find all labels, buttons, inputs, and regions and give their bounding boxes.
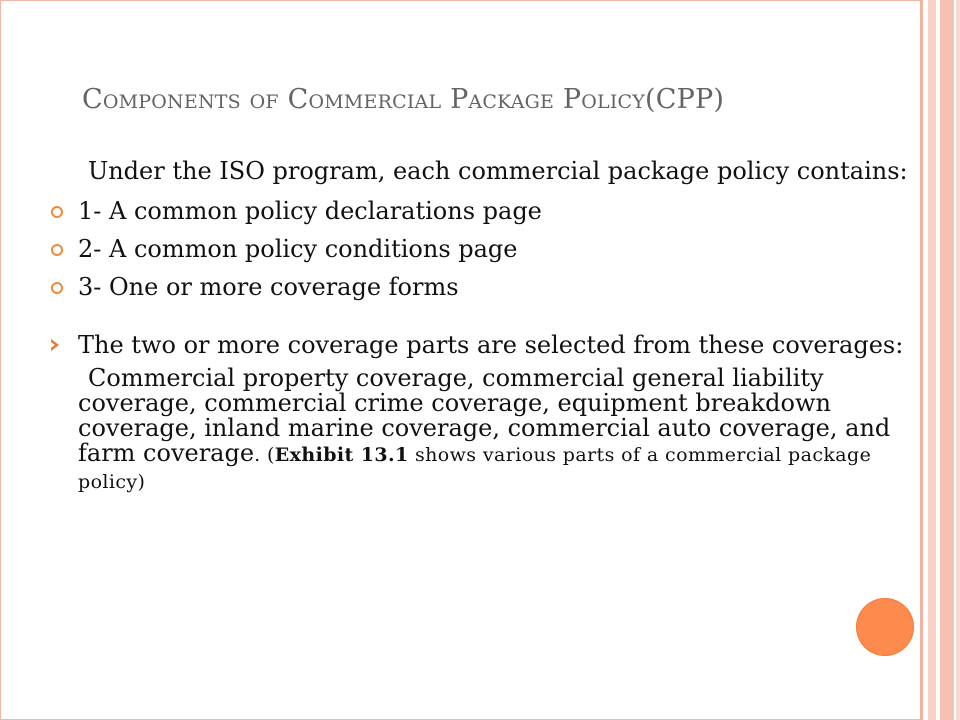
- ring-bullet-icon: [48, 274, 78, 300]
- list-item: [48, 198, 908, 236]
- coverages-main-text: Commercial property coverage, commercial general liability coverage, commercial crime coverage, equipment breakdown coverage, inland marine coverage, commercial auto coverage, and farm coverage: [78, 364, 891, 467]
- component-list: [48, 198, 908, 312]
- coverages-paragraph: [78, 366, 908, 495]
- ring-bullet-icon: [48, 198, 78, 224]
- exhibit-note: . (Exhibit 13.1 shows various parts of a commercial package policy): [78, 444, 872, 493]
- orange-circle-decoration: [856, 598, 914, 656]
- exhibit-reference: Exhibit 13.1: [274, 444, 409, 466]
- slide-content: [48, 158, 908, 495]
- list-item: [48, 274, 908, 312]
- list-item: [48, 236, 908, 274]
- coverage-selection-item: [48, 332, 908, 358]
- ring-bullet-icon: [48, 236, 78, 262]
- list-item-text: 2- A common policy conditions page: [78, 235, 518, 263]
- list-item-text: 1- A common policy declarations page: [78, 197, 542, 225]
- side-bar-3: [940, 0, 954, 720]
- side-bar-1: [920, 0, 923, 720]
- coverage-selection-text: The two or more coverage parts are selected from these coverages:: [78, 331, 904, 359]
- decorative-side-bars: [920, 0, 960, 720]
- arrow-bullet-icon: [48, 332, 78, 358]
- slide-title: Components of Commercial Package Policy(CPP): [82, 84, 725, 115]
- intro-text: Under the ISO program, each commercial package policy contains:: [88, 157, 908, 185]
- side-bar-4: [956, 0, 960, 720]
- side-bar-2: [928, 0, 936, 720]
- list-item-text: 3- One or more coverage forms: [78, 273, 459, 301]
